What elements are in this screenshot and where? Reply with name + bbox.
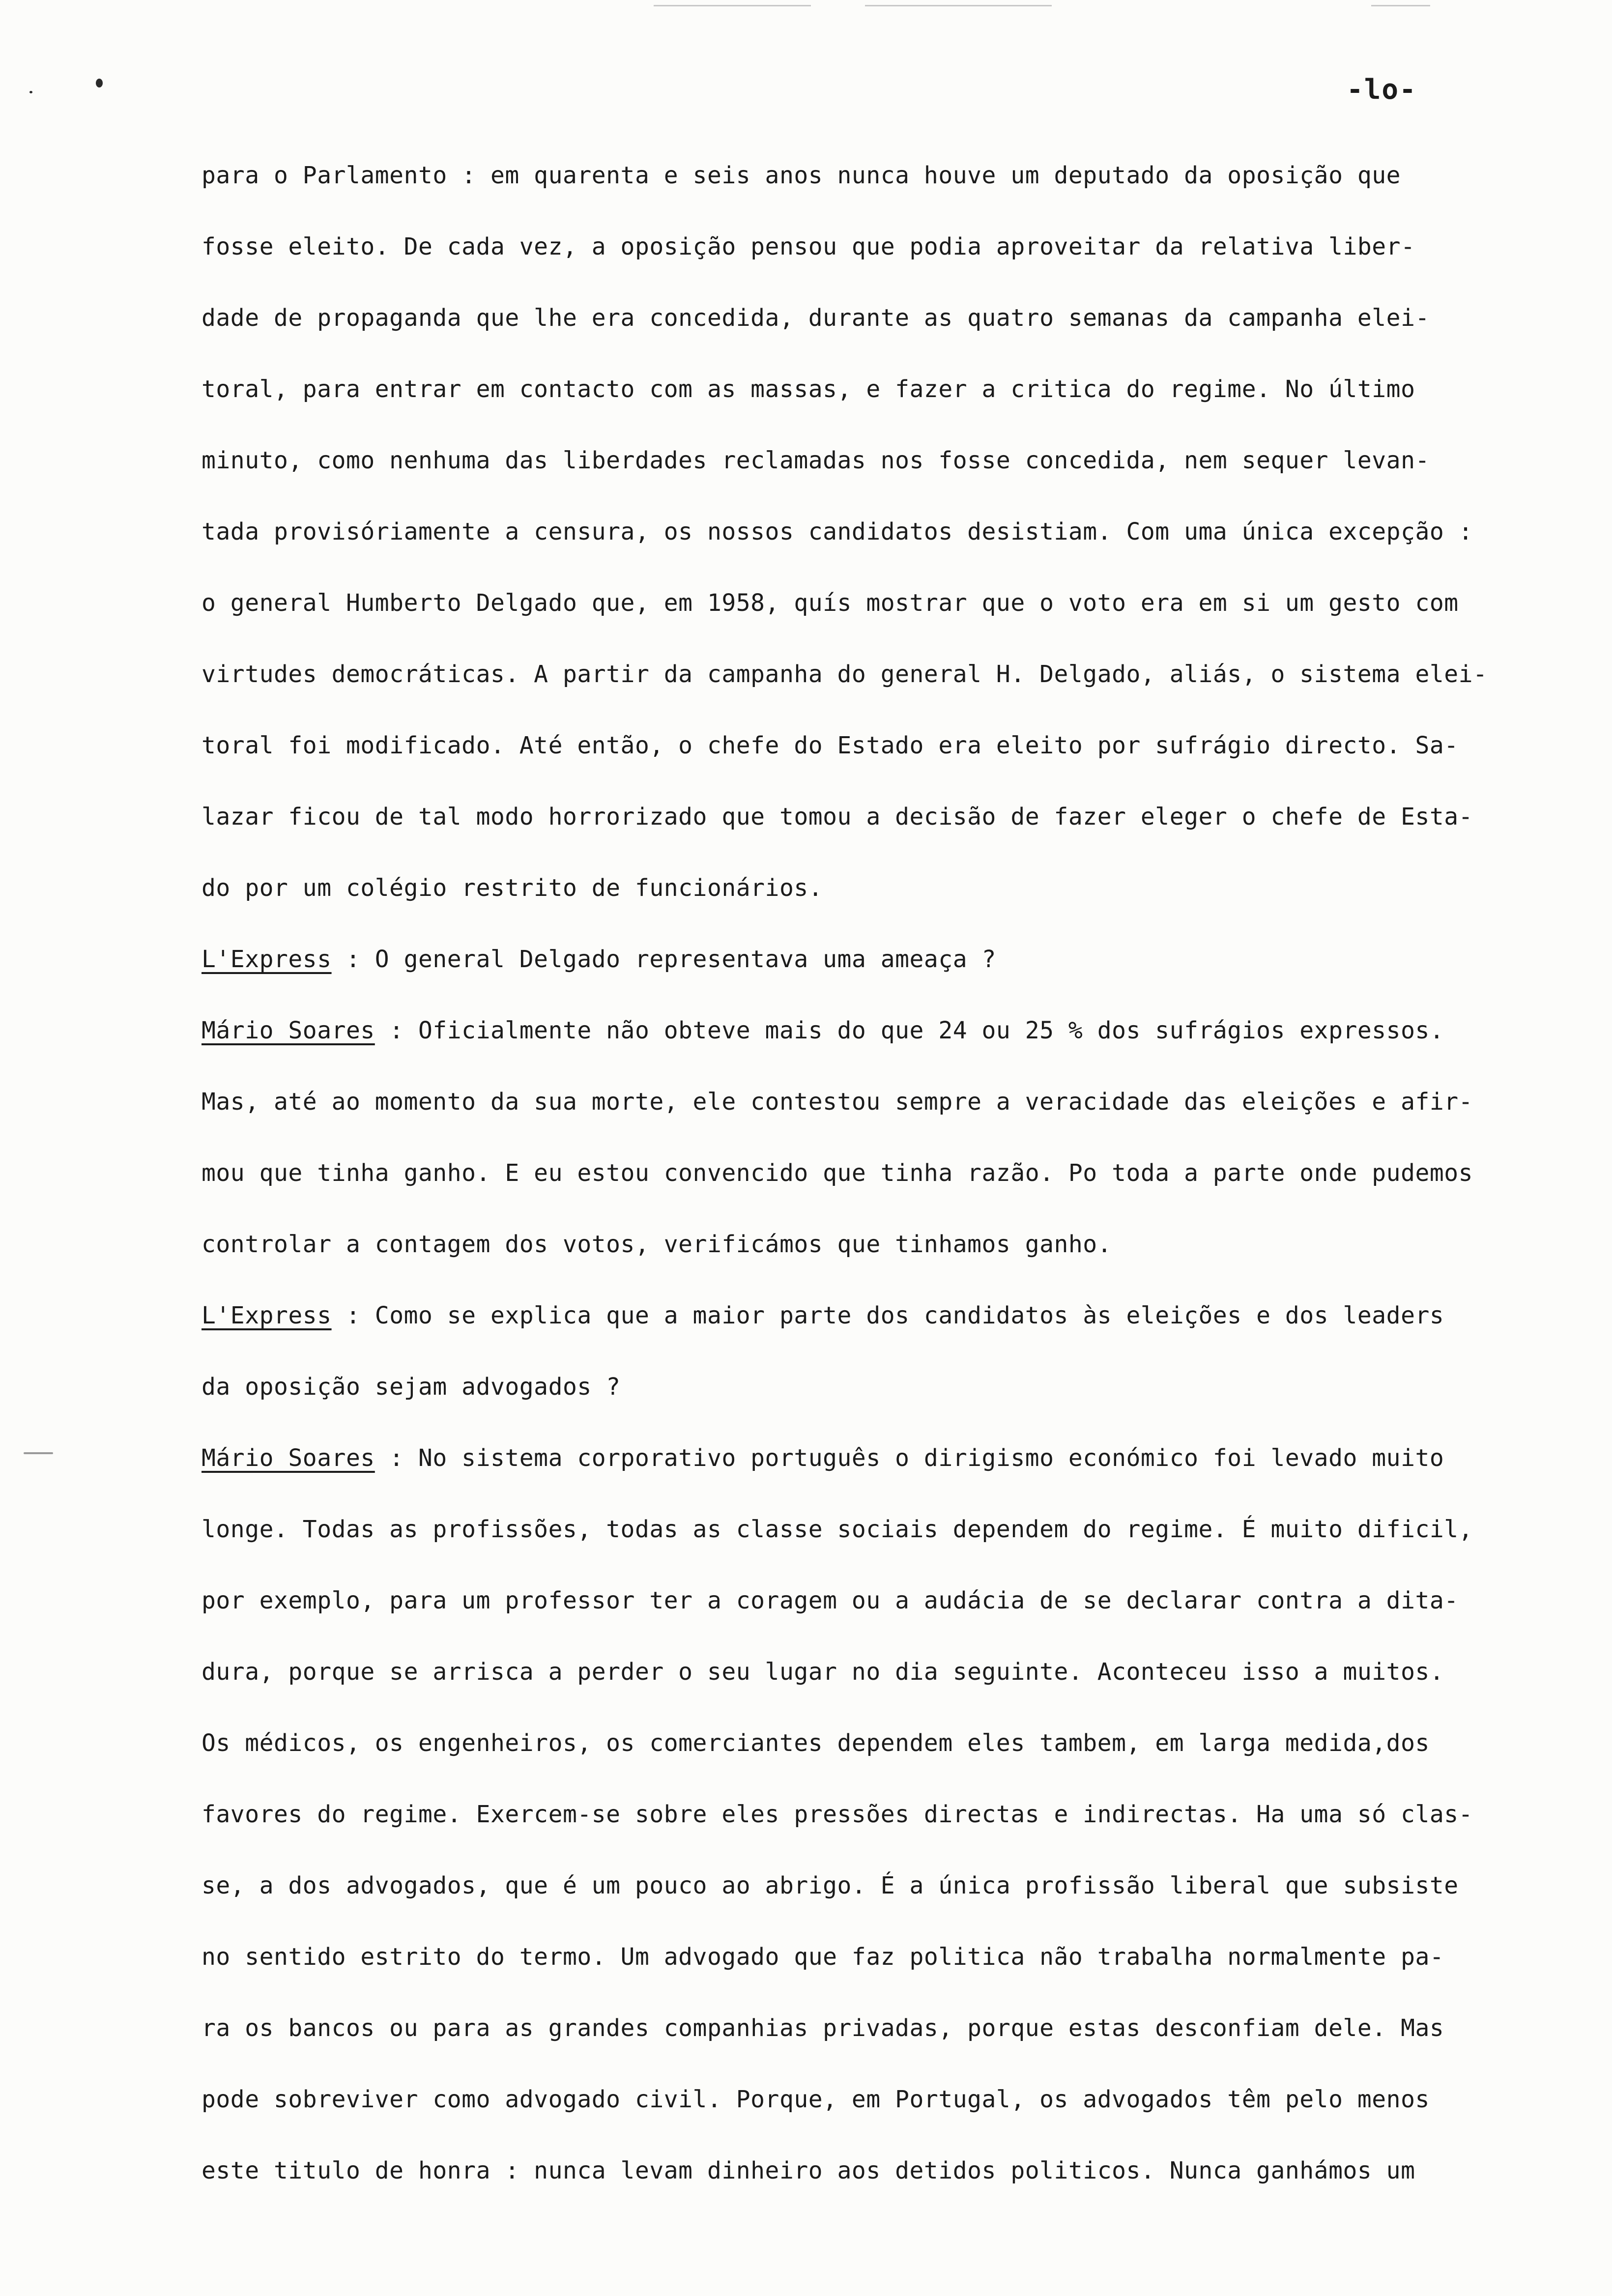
scan-smudge: [654, 5, 811, 6]
text-line: [202, 354, 1587, 425]
line-text: virtudes democráticas. A partir da campanha do general H. Delgado, aliás, o sistema elei-: [202, 660, 1488, 688]
line-text: pode sobreviver como advogado civil. Porque, em Portugal, os advogados têm pelo menos: [202, 2086, 1430, 2113]
page-number: -lo-: [1347, 74, 1417, 106]
line-text: tada provisóriamente a censura, os nossos candidatos desistiam. Com uma única excepção :: [202, 518, 1473, 545]
line-text: toral, para entrar em contacto com as massas, e fazer a critica do regime. No último: [202, 375, 1415, 403]
line-text: dade de propaganda que lhe era concedida, durante as quatro semanas da campanha elei-: [202, 304, 1430, 332]
speaker-name: L'Express: [202, 1302, 332, 1329]
text-line: [202, 995, 1587, 1066]
margin-mark: [24, 1452, 53, 1454]
line-text: : O general Delgado representava uma ameaça ?: [331, 946, 996, 973]
text-line: [202, 781, 1587, 853]
line-text: lazar ficou de tal modo horrorizado que tomou a decisão de fazer eleger o chefe de Esta-: [202, 803, 1473, 831]
speaker-name: Mário Soares: [202, 1444, 375, 1472]
line-text: controlar a contagem dos votos, verificámos que tinhamos ganho.: [202, 1231, 1112, 1258]
text-line: [202, 1708, 1587, 1779]
text-line: [202, 1636, 1587, 1708]
text-line: [202, 211, 1587, 283]
line-text: o general Humberto Delgado que, em 1958, quís mostrar que o voto era em si um gesto com: [202, 589, 1459, 617]
line-text: minuto, como nenhuma das liberdades reclamadas nos fosse concedida, nem sequer levan-: [202, 447, 1430, 474]
text-line: [202, 1565, 1587, 1636]
ink-dot: [96, 79, 103, 87]
text-line: [202, 853, 1587, 924]
line-text: da oposição sejam advogados ?: [202, 1373, 621, 1401]
text-line: [202, 1494, 1587, 1565]
line-text: ra os bancos ou para as grandes companhias privadas, porque estas desconfiam dele. Mas: [202, 2014, 1444, 2042]
speaker-name: L'Express: [202, 946, 332, 973]
speaker-name: Mário Soares: [202, 1017, 375, 1044]
line-text: fosse eleito. De cada vez, a oposição pensou que podia aproveitar da relativa liber-: [202, 233, 1415, 260]
text-line: [202, 140, 1587, 211]
line-text: : No sistema corporativo português o dirigismo económico foi levado muito: [374, 1444, 1444, 1472]
text-line: [202, 1850, 1587, 1922]
ink-dot: [29, 91, 32, 93]
line-text: : Como se explica que a maior parte dos candidatos às eleições e dos leaders: [331, 1302, 1444, 1329]
text-line: [202, 710, 1587, 781]
line-text: toral foi modificado. Até então, o chefe do Estado era eleito por sufrágio directo. Sa-: [202, 732, 1459, 759]
text-line: [202, 1138, 1587, 1209]
text-line: [202, 1066, 1587, 1138]
text-line: [202, 283, 1587, 354]
line-text: mou que tinha ganho. E eu estou convencido que tinha razão. Po toda a parte onde pudemos: [202, 1159, 1473, 1187]
line-text: favores do regime. Exercem-se sobre eles pressões directas e indirectas. Ha uma só clas-: [202, 1801, 1473, 1828]
line-text: este titulo de honra : nunca levam dinheiro aos detidos politicos. Nunca ganhámos um: [202, 2157, 1415, 2184]
text-line: [202, 1209, 1587, 1280]
text-line: [202, 1280, 1587, 1351]
line-text: : Oficialmente não obteve mais do que 24 ou 25 % dos sufrágios expressos.: [374, 1017, 1444, 1044]
scan-smudge: [865, 5, 1052, 6]
text-line: [202, 425, 1587, 496]
line-text: se, a dos advogados, que é um pouco ao abrigo. É a única profissão liberal que subsiste: [202, 1872, 1459, 1899]
text-line: [202, 568, 1587, 639]
text-line: [202, 1423, 1587, 1494]
text-line: [202, 1351, 1587, 1423]
line-text: longe. Todas as profissões, todas as classe sociais dependem do regime. É muito dificil,: [202, 1516, 1473, 1543]
text-line: [202, 639, 1587, 710]
text-line: [202, 2135, 1587, 2207]
body-text: [202, 140, 1587, 2207]
text-line: [202, 1779, 1587, 1850]
text-line: [202, 496, 1587, 568]
line-text: do por um colégio restrito de funcionários.: [202, 874, 823, 902]
text-line: [202, 924, 1587, 995]
line-text: por exemplo, para um professor ter a coragem ou a audácia de se declarar contra a dita-: [202, 1587, 1459, 1614]
line-text: Mas, até ao momento da sua morte, ele contestou sempre a veracidade das eleições e afir-: [202, 1088, 1473, 1116]
text-line: [202, 2064, 1587, 2135]
text-line: [202, 1922, 1587, 1993]
line-text: Os médicos, os engenheiros, os comerciantes dependem eles tambem, em larga medida,dos: [202, 1729, 1430, 1757]
line-text: dura, porque se arrisca a perder o seu lugar no dia seguinte. Aconteceu isso a muitos.: [202, 1658, 1444, 1686]
text-line: [202, 1993, 1587, 2064]
scan-smudge: [1371, 5, 1430, 6]
line-text: no sentido estrito do termo. Um advogado que faz politica não trabalha normalmente pa-: [202, 1943, 1444, 1971]
line-text: para o Parlamento : em quarenta e seis anos nunca houve um deputado da oposição que: [202, 162, 1401, 189]
